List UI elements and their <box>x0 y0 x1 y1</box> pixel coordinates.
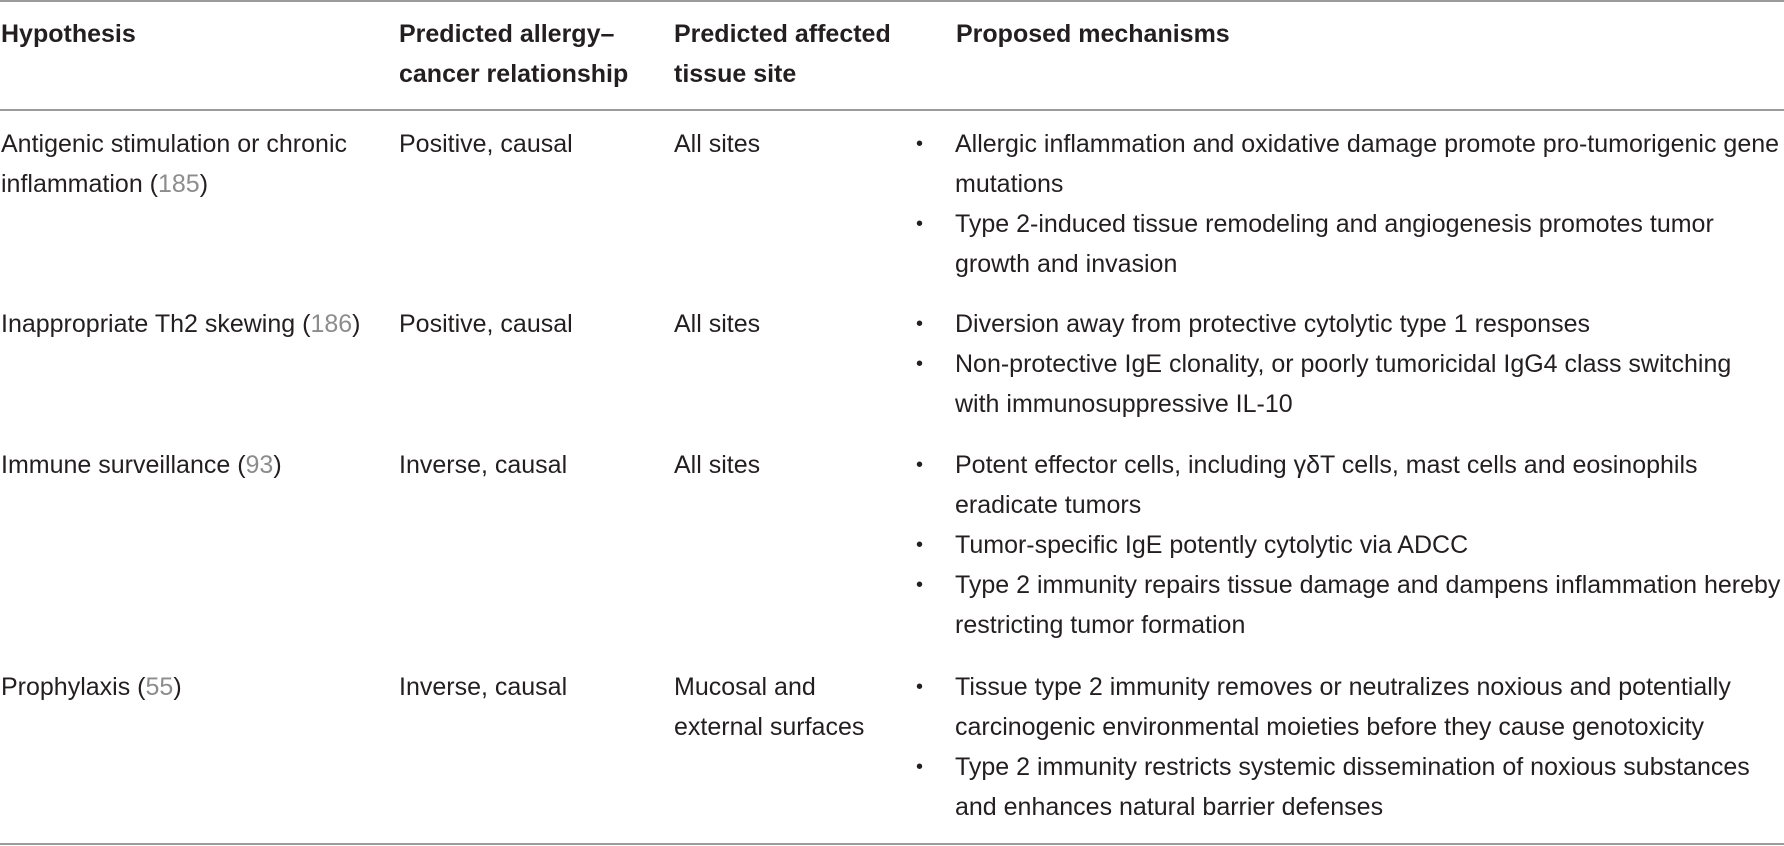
mechanism-text: Potent effector cells, including γδT cells, mast cells and eosinophils eradicate tumors <box>955 451 1698 519</box>
header-hypothesis <box>1 14 391 54</box>
header-relationship <box>399 14 669 94</box>
table-row-4-hypothesis <box>1 667 391 707</box>
header-hypothesis-text: Hypothesis <box>1 20 136 48</box>
mechanism-item <box>916 124 1782 204</box>
mechanism-text: Tissue type 2 immunity removes or neutralizes noxious and potentially carcinogenic environmental moieties before they cause genotoxicity <box>955 673 1731 741</box>
relationship-text: Inverse, causal <box>399 451 568 479</box>
bullet-icon: • <box>916 574 924 596</box>
reference-link[interactable]: 93 <box>245 451 274 479</box>
header-rule <box>0 109 1784 111</box>
hypothesis-text: inflammation ( <box>1 170 158 198</box>
table-row-1-site <box>674 124 914 164</box>
bullet-icon: • <box>916 454 924 476</box>
table-row-2-mechanisms <box>916 304 1782 424</box>
table-row-1-relationship <box>399 124 669 164</box>
relationship-text: Inverse, causal <box>399 673 568 701</box>
table-row-2-site <box>674 304 914 344</box>
table-bottom-rule <box>0 843 1784 845</box>
table-row-1-mechanisms <box>916 124 1782 284</box>
header-mechanisms <box>956 14 1776 54</box>
mechanism-text: Type 2-induced tissue remodeling and angiogenesis promotes tumor growth and invasion <box>955 210 1714 278</box>
hypothesis-paren: ) <box>173 673 182 701</box>
site-line: All sites <box>674 310 761 338</box>
table-row-4-mechanisms <box>916 667 1782 827</box>
hypothesis-line <box>1 667 391 707</box>
table-row-1-hypothesis <box>1 124 391 204</box>
header-relationship-line1: Predicted allergy– <box>399 20 615 48</box>
bullet-icon: • <box>916 213 924 235</box>
site-line: external surfaces <box>674 713 865 741</box>
header-relationship-line2: cancer relationship <box>399 60 629 88</box>
table-row-4-relationship <box>399 667 669 707</box>
mechanism-item <box>916 525 1782 565</box>
mechanism-item <box>916 747 1782 827</box>
table-row-2-relationship <box>399 304 669 344</box>
hypothesis-paren: ) <box>273 451 282 479</box>
reference-link[interactable]: 186 <box>310 310 353 338</box>
site-line: All sites <box>674 451 761 479</box>
bullet-icon: • <box>916 353 924 375</box>
hypothesis-line <box>1 304 391 344</box>
header-site-line1: Predicted affected <box>674 20 891 48</box>
mechanism-text: Type 2 immunity restricts systemic dissemination of noxious substances and enhances natural barrier defenses <box>955 753 1750 821</box>
reference-link[interactable]: 55 <box>145 673 174 701</box>
hypothesis-line: Antigenic stimulation or chronic <box>1 130 347 158</box>
bullet-icon: • <box>916 756 924 778</box>
relationship-text: Positive, causal <box>399 130 573 158</box>
hypothesis-paren: ) <box>352 310 361 338</box>
mechanism-text: Tumor-specific IgE potently cytolytic via ADCC <box>955 531 1469 559</box>
mechanism-text: Allergic inflammation and oxidative damage promote pro-tumorigenic gene mutations <box>955 130 1780 198</box>
site-line: Mucosal and <box>674 673 816 701</box>
bullet-icon: • <box>916 676 924 698</box>
header-site-line2: tissue site <box>674 60 797 88</box>
mechanism-item <box>916 565 1782 645</box>
header-site <box>674 14 914 94</box>
mechanism-text: Diversion away from protective cytolytic type 1 responses <box>955 310 1590 338</box>
relationship-text: Positive, causal <box>399 310 573 338</box>
bullet-icon: • <box>916 534 924 556</box>
table-row-2-hypothesis <box>1 304 391 344</box>
header-mechanisms-text: Proposed mechanisms <box>956 20 1230 48</box>
mechanism-text: Non-protective IgE clonality, or poorly tumoricidal IgG4 class switching with immunosuppressive IL-10 <box>955 350 1732 418</box>
mechanism-item <box>916 445 1782 525</box>
table-row-3-site <box>674 445 914 485</box>
bullet-icon: • <box>916 133 924 155</box>
hypothesis-paren: ) <box>199 170 209 198</box>
mechanism-item <box>916 204 1782 284</box>
table-row-3-relationship <box>399 445 669 485</box>
table-top-rule <box>0 0 1784 2</box>
hypothesis-text: Immune surveillance ( <box>1 451 246 479</box>
hypothesis-text: Prophylaxis ( <box>1 673 146 701</box>
table-row-4-site <box>674 667 914 747</box>
site-line: All sites <box>674 130 761 158</box>
mechanism-item <box>916 344 1782 424</box>
table-row-3-mechanisms <box>916 445 1782 645</box>
reference-link[interactable]: 185 <box>158 170 200 198</box>
mechanism-item <box>916 667 1782 747</box>
bullet-icon: • <box>916 313 924 335</box>
table-row-3-hypothesis <box>1 445 391 485</box>
mechanism-text: Type 2 immunity repairs tissue damage and dampens inflammation hereby restricting tumor formation <box>955 571 1781 639</box>
hypothesis-text: Inappropriate Th2 skewing ( <box>1 310 311 338</box>
hypothesis-line <box>1 164 391 204</box>
hypothesis-line <box>1 445 391 485</box>
mechanism-item <box>916 304 1782 344</box>
